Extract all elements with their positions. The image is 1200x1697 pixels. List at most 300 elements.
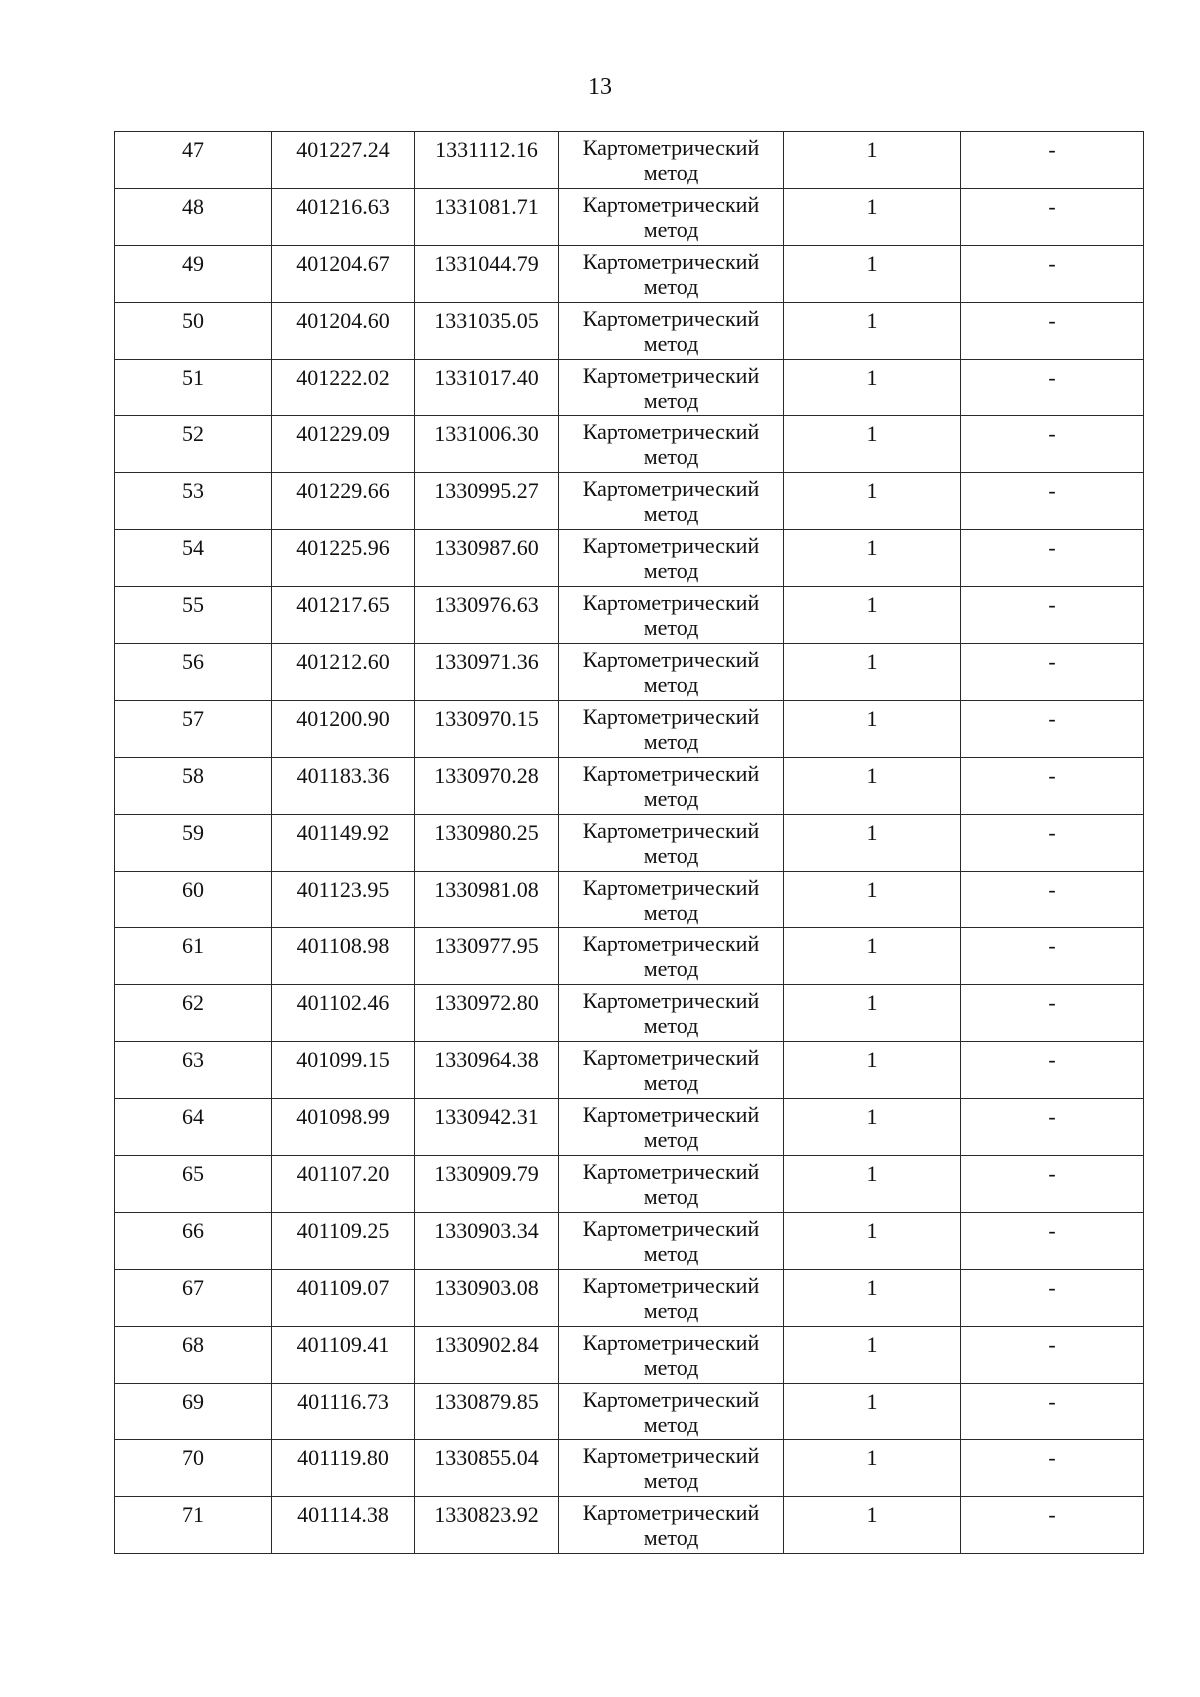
x-coordinate-cell bbox=[272, 1099, 415, 1156]
note-cell bbox=[961, 1383, 1144, 1440]
method-cell-text: Картометрический метод bbox=[582, 647, 760, 698]
y-coordinate-cell-text: 1330879.85 bbox=[434, 1388, 539, 1414]
y-coordinate-cell bbox=[415, 530, 559, 587]
method-cell-text: Картометрический метод bbox=[582, 988, 760, 1039]
method-cell bbox=[559, 1042, 784, 1099]
y-coordinate-cell-text: 1330981.08 bbox=[434, 876, 539, 902]
note-cell bbox=[961, 1269, 1144, 1326]
note-cell-text: - bbox=[1048, 876, 1056, 902]
y-coordinate-cell-text: 1331081.71 bbox=[434, 193, 539, 219]
point-number-cell bbox=[115, 700, 272, 757]
method-cell-text: Картометрический метод bbox=[582, 362, 760, 413]
accuracy-cell-text: 1 bbox=[866, 137, 878, 162]
table-row bbox=[115, 1099, 1144, 1156]
x-coordinate-cell-text: 401216.63 bbox=[296, 193, 390, 219]
y-coordinate-cell bbox=[415, 1156, 559, 1213]
note-cell-text: - bbox=[1048, 762, 1056, 788]
accuracy-cell-text: 1 bbox=[866, 421, 878, 447]
method-cell-text: Картометрический метод bbox=[582, 1329, 760, 1380]
y-coordinate-cell bbox=[415, 188, 559, 245]
note-cell-text: - bbox=[1048, 819, 1056, 845]
accuracy-cell-text: 1 bbox=[866, 307, 878, 333]
y-coordinate-cell-text: 1331035.05 bbox=[434, 307, 539, 333]
point-number-cell bbox=[115, 1326, 272, 1383]
note-cell-text: - bbox=[1048, 1217, 1056, 1243]
note-cell-text: - bbox=[1048, 705, 1056, 731]
note-cell bbox=[961, 814, 1144, 871]
accuracy-cell bbox=[784, 188, 961, 245]
accuracy-cell bbox=[784, 1156, 961, 1213]
method-cell-text: Картометрический метод bbox=[582, 1045, 760, 1096]
point-number-cell-text: 47 bbox=[182, 137, 204, 162]
point-number-cell-text: 52 bbox=[182, 421, 204, 447]
y-coordinate-cell-text: 1330942.31 bbox=[434, 1104, 539, 1130]
y-coordinate-cell-text: 1330970.15 bbox=[434, 705, 539, 731]
x-coordinate-cell-text: 401116.73 bbox=[297, 1388, 389, 1414]
note-cell bbox=[961, 1099, 1144, 1156]
note-cell-text: - bbox=[1048, 990, 1056, 1016]
accuracy-cell-text: 1 bbox=[866, 876, 878, 902]
accuracy-cell-text: 1 bbox=[866, 535, 878, 561]
note-cell bbox=[961, 1212, 1144, 1269]
note-cell bbox=[961, 1326, 1144, 1383]
table-body bbox=[115, 132, 1144, 1554]
y-coordinate-cell bbox=[415, 245, 559, 302]
y-coordinate-cell bbox=[415, 928, 559, 985]
point-number-cell bbox=[115, 416, 272, 473]
method-cell-text: Картометрический метод bbox=[582, 248, 760, 299]
accuracy-cell bbox=[784, 757, 961, 814]
y-coordinate-cell-text: 1331017.40 bbox=[434, 364, 539, 390]
point-number-cell-text: 62 bbox=[182, 990, 204, 1016]
accuracy-cell-text: 1 bbox=[866, 933, 878, 959]
table-row bbox=[115, 871, 1144, 928]
y-coordinate-cell bbox=[415, 587, 559, 644]
note-cell bbox=[961, 757, 1144, 814]
x-coordinate-cell bbox=[272, 1326, 415, 1383]
accuracy-cell bbox=[784, 700, 961, 757]
y-coordinate-cell-text: 1330909.79 bbox=[434, 1161, 539, 1187]
point-number-cell bbox=[115, 1497, 272, 1554]
table-row bbox=[115, 416, 1144, 473]
x-coordinate-cell-text: 401109.07 bbox=[296, 1274, 390, 1300]
y-coordinate-cell bbox=[415, 700, 559, 757]
x-coordinate-cell bbox=[272, 700, 415, 757]
point-number-cell bbox=[115, 359, 272, 416]
method-cell bbox=[559, 1269, 784, 1326]
point-number-cell bbox=[115, 132, 272, 189]
point-number-cell bbox=[115, 188, 272, 245]
x-coordinate-cell-text: 401217.65 bbox=[296, 592, 390, 618]
method-cell-text: Картометрический метод bbox=[582, 1443, 760, 1494]
x-coordinate-cell-text: 401204.60 bbox=[296, 307, 390, 333]
table-row bbox=[115, 1326, 1144, 1383]
accuracy-cell bbox=[784, 416, 961, 473]
point-number-cell-text: 69 bbox=[182, 1388, 204, 1414]
point-number-cell bbox=[115, 302, 272, 359]
y-coordinate-cell-text: 1330903.34 bbox=[434, 1217, 539, 1243]
point-number-cell-text: 68 bbox=[182, 1331, 204, 1357]
accuracy-cell bbox=[784, 473, 961, 530]
note-cell bbox=[961, 587, 1144, 644]
point-number-cell-text: 60 bbox=[182, 876, 204, 902]
note-cell-text: - bbox=[1048, 1445, 1056, 1471]
point-number-cell-text: 58 bbox=[182, 762, 204, 788]
point-number-cell bbox=[115, 985, 272, 1042]
y-coordinate-cell bbox=[415, 1269, 559, 1326]
point-number-cell bbox=[115, 757, 272, 814]
method-cell bbox=[559, 245, 784, 302]
x-coordinate-cell-text: 401204.67 bbox=[296, 250, 390, 276]
note-cell bbox=[961, 1156, 1144, 1213]
point-number-cell bbox=[115, 1269, 272, 1326]
point-number-cell bbox=[115, 473, 272, 530]
accuracy-cell-text: 1 bbox=[866, 364, 878, 390]
x-coordinate-cell bbox=[272, 928, 415, 985]
x-coordinate-cell bbox=[272, 1042, 415, 1099]
point-number-cell-text: 71 bbox=[182, 1502, 204, 1528]
method-cell-text: Картометрический метод bbox=[582, 533, 760, 584]
note-cell-text: - bbox=[1048, 535, 1056, 561]
x-coordinate-cell bbox=[272, 1269, 415, 1326]
point-number-cell-text: 50 bbox=[182, 307, 204, 333]
point-number-cell-text: 61 bbox=[182, 933, 204, 959]
method-cell bbox=[559, 1099, 784, 1156]
accuracy-cell-text: 1 bbox=[866, 478, 878, 504]
table-row bbox=[115, 530, 1144, 587]
x-coordinate-cell-text: 401108.98 bbox=[296, 933, 390, 959]
x-coordinate-cell bbox=[272, 359, 415, 416]
method-cell bbox=[559, 700, 784, 757]
y-coordinate-cell-text: 1330855.04 bbox=[434, 1445, 539, 1471]
method-cell bbox=[559, 928, 784, 985]
accuracy-cell-text: 1 bbox=[866, 250, 878, 276]
method-cell bbox=[559, 814, 784, 871]
note-cell bbox=[961, 132, 1144, 189]
y-coordinate-cell-text: 1331044.79 bbox=[434, 250, 539, 276]
x-coordinate-cell-text: 401099.15 bbox=[296, 1047, 390, 1073]
x-coordinate-cell bbox=[272, 985, 415, 1042]
method-cell-text: Картометрический метод bbox=[582, 1159, 760, 1210]
table-row bbox=[115, 359, 1144, 416]
x-coordinate-cell bbox=[272, 132, 415, 189]
point-number-cell bbox=[115, 644, 272, 701]
accuracy-cell bbox=[784, 985, 961, 1042]
note-cell-text: - bbox=[1048, 1047, 1056, 1073]
method-cell bbox=[559, 1326, 784, 1383]
x-coordinate-cell-text: 401107.20 bbox=[296, 1161, 390, 1187]
y-coordinate-cell bbox=[415, 871, 559, 928]
x-coordinate-cell-text: 401149.92 bbox=[296, 819, 390, 845]
point-number-cell-text: 64 bbox=[182, 1104, 204, 1130]
x-coordinate-cell-text: 401212.60 bbox=[296, 649, 390, 675]
y-coordinate-cell bbox=[415, 359, 559, 416]
method-cell-text: Картометрический метод bbox=[582, 476, 760, 527]
method-cell-text: Картометрический метод bbox=[582, 590, 760, 641]
note-cell-text: - bbox=[1048, 1274, 1056, 1300]
method-cell-text: Картометрический метод bbox=[582, 931, 760, 982]
point-number-cell-text: 59 bbox=[182, 819, 204, 845]
y-coordinate-cell-text: 1330964.38 bbox=[434, 1047, 539, 1073]
x-coordinate-cell-text: 401109.41 bbox=[296, 1331, 390, 1357]
table-row bbox=[115, 1042, 1144, 1099]
y-coordinate-cell bbox=[415, 757, 559, 814]
x-coordinate-cell bbox=[272, 1440, 415, 1497]
accuracy-cell bbox=[784, 359, 961, 416]
method-cell-text: Картометрический метод bbox=[582, 1102, 760, 1153]
method-cell bbox=[559, 302, 784, 359]
table-row bbox=[115, 1156, 1144, 1213]
y-coordinate-cell bbox=[415, 1042, 559, 1099]
method-cell-text: Картометрический метод bbox=[582, 703, 760, 754]
table-row bbox=[115, 1269, 1144, 1326]
y-coordinate-cell bbox=[415, 644, 559, 701]
point-number-cell-text: 56 bbox=[182, 649, 204, 675]
accuracy-cell-text: 1 bbox=[866, 1217, 878, 1243]
method-cell bbox=[559, 359, 784, 416]
x-coordinate-cell-text: 401227.24 bbox=[296, 137, 390, 162]
note-cell bbox=[961, 928, 1144, 985]
point-number-cell bbox=[115, 928, 272, 985]
accuracy-cell bbox=[784, 928, 961, 985]
note-cell-text: - bbox=[1048, 193, 1056, 219]
y-coordinate-cell bbox=[415, 814, 559, 871]
x-coordinate-cell bbox=[272, 1212, 415, 1269]
table-row bbox=[115, 757, 1144, 814]
x-coordinate-cell-text: 401229.66 bbox=[296, 478, 390, 504]
y-coordinate-cell bbox=[415, 416, 559, 473]
point-number-cell bbox=[115, 1042, 272, 1099]
y-coordinate-cell bbox=[415, 1099, 559, 1156]
x-coordinate-cell bbox=[272, 1383, 415, 1440]
note-cell-text: - bbox=[1048, 1388, 1056, 1414]
table-row bbox=[115, 132, 1144, 189]
method-cell bbox=[559, 587, 784, 644]
point-number-cell-text: 48 bbox=[182, 193, 204, 219]
note-cell-text: - bbox=[1048, 1502, 1056, 1528]
accuracy-cell bbox=[784, 302, 961, 359]
point-number-cell-text: 63 bbox=[182, 1047, 204, 1073]
y-coordinate-cell-text: 1330977.95 bbox=[434, 933, 539, 959]
method-cell bbox=[559, 644, 784, 701]
x-coordinate-cell-text: 401098.99 bbox=[296, 1104, 390, 1130]
note-cell-text: - bbox=[1048, 307, 1056, 333]
x-coordinate-cell-text: 401183.36 bbox=[296, 762, 390, 788]
note-cell-text: - bbox=[1048, 478, 1056, 504]
method-cell bbox=[559, 473, 784, 530]
method-cell bbox=[559, 985, 784, 1042]
y-coordinate-cell-text: 1330970.28 bbox=[434, 762, 539, 788]
note-cell-text: - bbox=[1048, 421, 1056, 447]
table-row bbox=[115, 473, 1144, 530]
coordinates-table bbox=[114, 131, 1144, 1554]
point-number-cell bbox=[115, 1440, 272, 1497]
note-cell bbox=[961, 1440, 1144, 1497]
table-row bbox=[115, 1497, 1144, 1554]
method-cell-text: Картометрический метод bbox=[582, 817, 760, 868]
table-row bbox=[115, 644, 1144, 701]
accuracy-cell-text: 1 bbox=[866, 592, 878, 618]
accuracy-cell-text: 1 bbox=[866, 193, 878, 219]
x-coordinate-cell bbox=[272, 245, 415, 302]
y-coordinate-cell bbox=[415, 1497, 559, 1554]
accuracy-cell-text: 1 bbox=[866, 1445, 878, 1471]
y-coordinate-cell bbox=[415, 302, 559, 359]
y-coordinate-cell-text: 1330823.92 bbox=[434, 1502, 539, 1528]
method-cell-text: Картометрический метод bbox=[582, 760, 760, 811]
method-cell bbox=[559, 530, 784, 587]
method-cell-text: Картометрический метод bbox=[582, 1272, 760, 1323]
method-cell-text: Картометрический метод bbox=[582, 305, 760, 356]
point-number-cell-text: 55 bbox=[182, 592, 204, 618]
point-number-cell bbox=[115, 1156, 272, 1213]
note-cell bbox=[961, 644, 1144, 701]
accuracy-cell bbox=[784, 1440, 961, 1497]
table-row bbox=[115, 587, 1144, 644]
accuracy-cell bbox=[784, 132, 961, 189]
x-coordinate-cell bbox=[272, 1156, 415, 1213]
table-row bbox=[115, 1440, 1144, 1497]
method-cell bbox=[559, 757, 784, 814]
note-cell bbox=[961, 1042, 1144, 1099]
x-coordinate-cell-text: 401123.95 bbox=[296, 876, 390, 902]
accuracy-cell-text: 1 bbox=[866, 1274, 878, 1300]
y-coordinate-cell bbox=[415, 1212, 559, 1269]
point-number-cell bbox=[115, 1099, 272, 1156]
x-coordinate-cell bbox=[272, 871, 415, 928]
y-coordinate-cell-text: 1330971.36 bbox=[434, 649, 539, 675]
y-coordinate-cell bbox=[415, 473, 559, 530]
note-cell bbox=[961, 473, 1144, 530]
accuracy-cell bbox=[784, 587, 961, 644]
x-coordinate-cell bbox=[272, 188, 415, 245]
table-row bbox=[115, 700, 1144, 757]
x-coordinate-cell-text: 401222.02 bbox=[296, 364, 390, 390]
method-cell-text: Картометрический метод bbox=[582, 1215, 760, 1266]
accuracy-cell-text: 1 bbox=[866, 1047, 878, 1073]
table-row bbox=[115, 985, 1144, 1042]
y-coordinate-cell-text: 1330976.63 bbox=[434, 592, 539, 618]
note-cell-text: - bbox=[1048, 1331, 1056, 1357]
x-coordinate-cell bbox=[272, 1497, 415, 1554]
table-row bbox=[115, 814, 1144, 871]
y-coordinate-cell bbox=[415, 1383, 559, 1440]
method-cell-text: Картометрический метод bbox=[582, 419, 760, 470]
y-coordinate-cell-text: 1330972.80 bbox=[434, 990, 539, 1016]
accuracy-cell bbox=[784, 1099, 961, 1156]
accuracy-cell-text: 1 bbox=[866, 1161, 878, 1187]
accuracy-cell-text: 1 bbox=[866, 1388, 878, 1414]
y-coordinate-cell bbox=[415, 1326, 559, 1383]
note-cell bbox=[961, 1497, 1144, 1554]
table-row bbox=[115, 188, 1144, 245]
accuracy-cell-text: 1 bbox=[866, 1331, 878, 1357]
note-cell-text: - bbox=[1048, 1104, 1056, 1130]
point-number-cell-text: 54 bbox=[182, 535, 204, 561]
point-number-cell bbox=[115, 587, 272, 644]
point-number-cell-text: 65 bbox=[182, 1161, 204, 1187]
accuracy-cell bbox=[784, 1326, 961, 1383]
note-cell bbox=[961, 245, 1144, 302]
method-cell bbox=[559, 1212, 784, 1269]
y-coordinate-cell-text: 1331112.16 bbox=[435, 137, 538, 162]
point-number-cell bbox=[115, 871, 272, 928]
note-cell-text: - bbox=[1048, 649, 1056, 675]
accuracy-cell bbox=[784, 644, 961, 701]
note-cell bbox=[961, 359, 1144, 416]
accuracy-cell bbox=[784, 1383, 961, 1440]
method-cell-text: Картометрический метод bbox=[582, 135, 760, 185]
method-cell bbox=[559, 1383, 784, 1440]
note-cell bbox=[961, 871, 1144, 928]
x-coordinate-cell-text: 401102.46 bbox=[296, 990, 390, 1016]
accuracy-cell-text: 1 bbox=[866, 649, 878, 675]
method-cell bbox=[559, 1497, 784, 1554]
point-number-cell-text: 67 bbox=[182, 1274, 204, 1300]
note-cell-text: - bbox=[1048, 364, 1056, 390]
accuracy-cell-text: 1 bbox=[866, 1502, 878, 1528]
y-coordinate-cell-text: 1330902.84 bbox=[434, 1331, 539, 1357]
accuracy-cell bbox=[784, 530, 961, 587]
x-coordinate-cell bbox=[272, 530, 415, 587]
point-number-cell-text: 53 bbox=[182, 478, 204, 504]
note-cell bbox=[961, 530, 1144, 587]
note-cell-text: - bbox=[1048, 137, 1056, 162]
y-coordinate-cell-text: 1330995.27 bbox=[434, 478, 539, 504]
page-number: 13 bbox=[588, 74, 612, 100]
point-number-cell bbox=[115, 1212, 272, 1269]
y-coordinate-cell bbox=[415, 985, 559, 1042]
note-cell bbox=[961, 416, 1144, 473]
point-number-cell bbox=[115, 814, 272, 871]
table-row bbox=[115, 928, 1144, 985]
x-coordinate-cell-text: 401225.96 bbox=[296, 535, 390, 561]
accuracy-cell bbox=[784, 1497, 961, 1554]
table-row bbox=[115, 1383, 1144, 1440]
x-coordinate-cell-text: 401109.25 bbox=[296, 1217, 390, 1243]
note-cell bbox=[961, 985, 1144, 1042]
x-coordinate-cell bbox=[272, 473, 415, 530]
note-cell bbox=[961, 700, 1144, 757]
x-coordinate-cell bbox=[272, 757, 415, 814]
method-cell bbox=[559, 1440, 784, 1497]
method-cell bbox=[559, 188, 784, 245]
y-coordinate-cell-text: 1330987.60 bbox=[434, 535, 539, 561]
accuracy-cell bbox=[784, 1212, 961, 1269]
point-number-cell bbox=[115, 1383, 272, 1440]
table-row bbox=[115, 245, 1144, 302]
y-coordinate-cell-text: 1330903.08 bbox=[434, 1274, 539, 1300]
method-cell-text: Картометрический метод bbox=[582, 1500, 760, 1551]
method-cell-text: Картометрический метод bbox=[582, 1386, 760, 1437]
method-cell bbox=[559, 871, 784, 928]
method-cell bbox=[559, 132, 784, 189]
point-number-cell-text: 51 bbox=[182, 364, 204, 390]
x-coordinate-cell bbox=[272, 644, 415, 701]
x-coordinate-cell bbox=[272, 587, 415, 644]
x-coordinate-cell bbox=[272, 302, 415, 359]
x-coordinate-cell-text: 401229.09 bbox=[296, 421, 390, 447]
note-cell-text: - bbox=[1048, 1161, 1056, 1187]
accuracy-cell bbox=[784, 871, 961, 928]
x-coordinate-cell-text: 401200.90 bbox=[296, 705, 390, 731]
method-cell bbox=[559, 416, 784, 473]
accuracy-cell bbox=[784, 1269, 961, 1326]
point-number-cell-text: 49 bbox=[182, 250, 204, 276]
note-cell-text: - bbox=[1048, 250, 1056, 276]
point-number-cell-text: 70 bbox=[182, 1445, 204, 1471]
table-row bbox=[115, 302, 1144, 359]
